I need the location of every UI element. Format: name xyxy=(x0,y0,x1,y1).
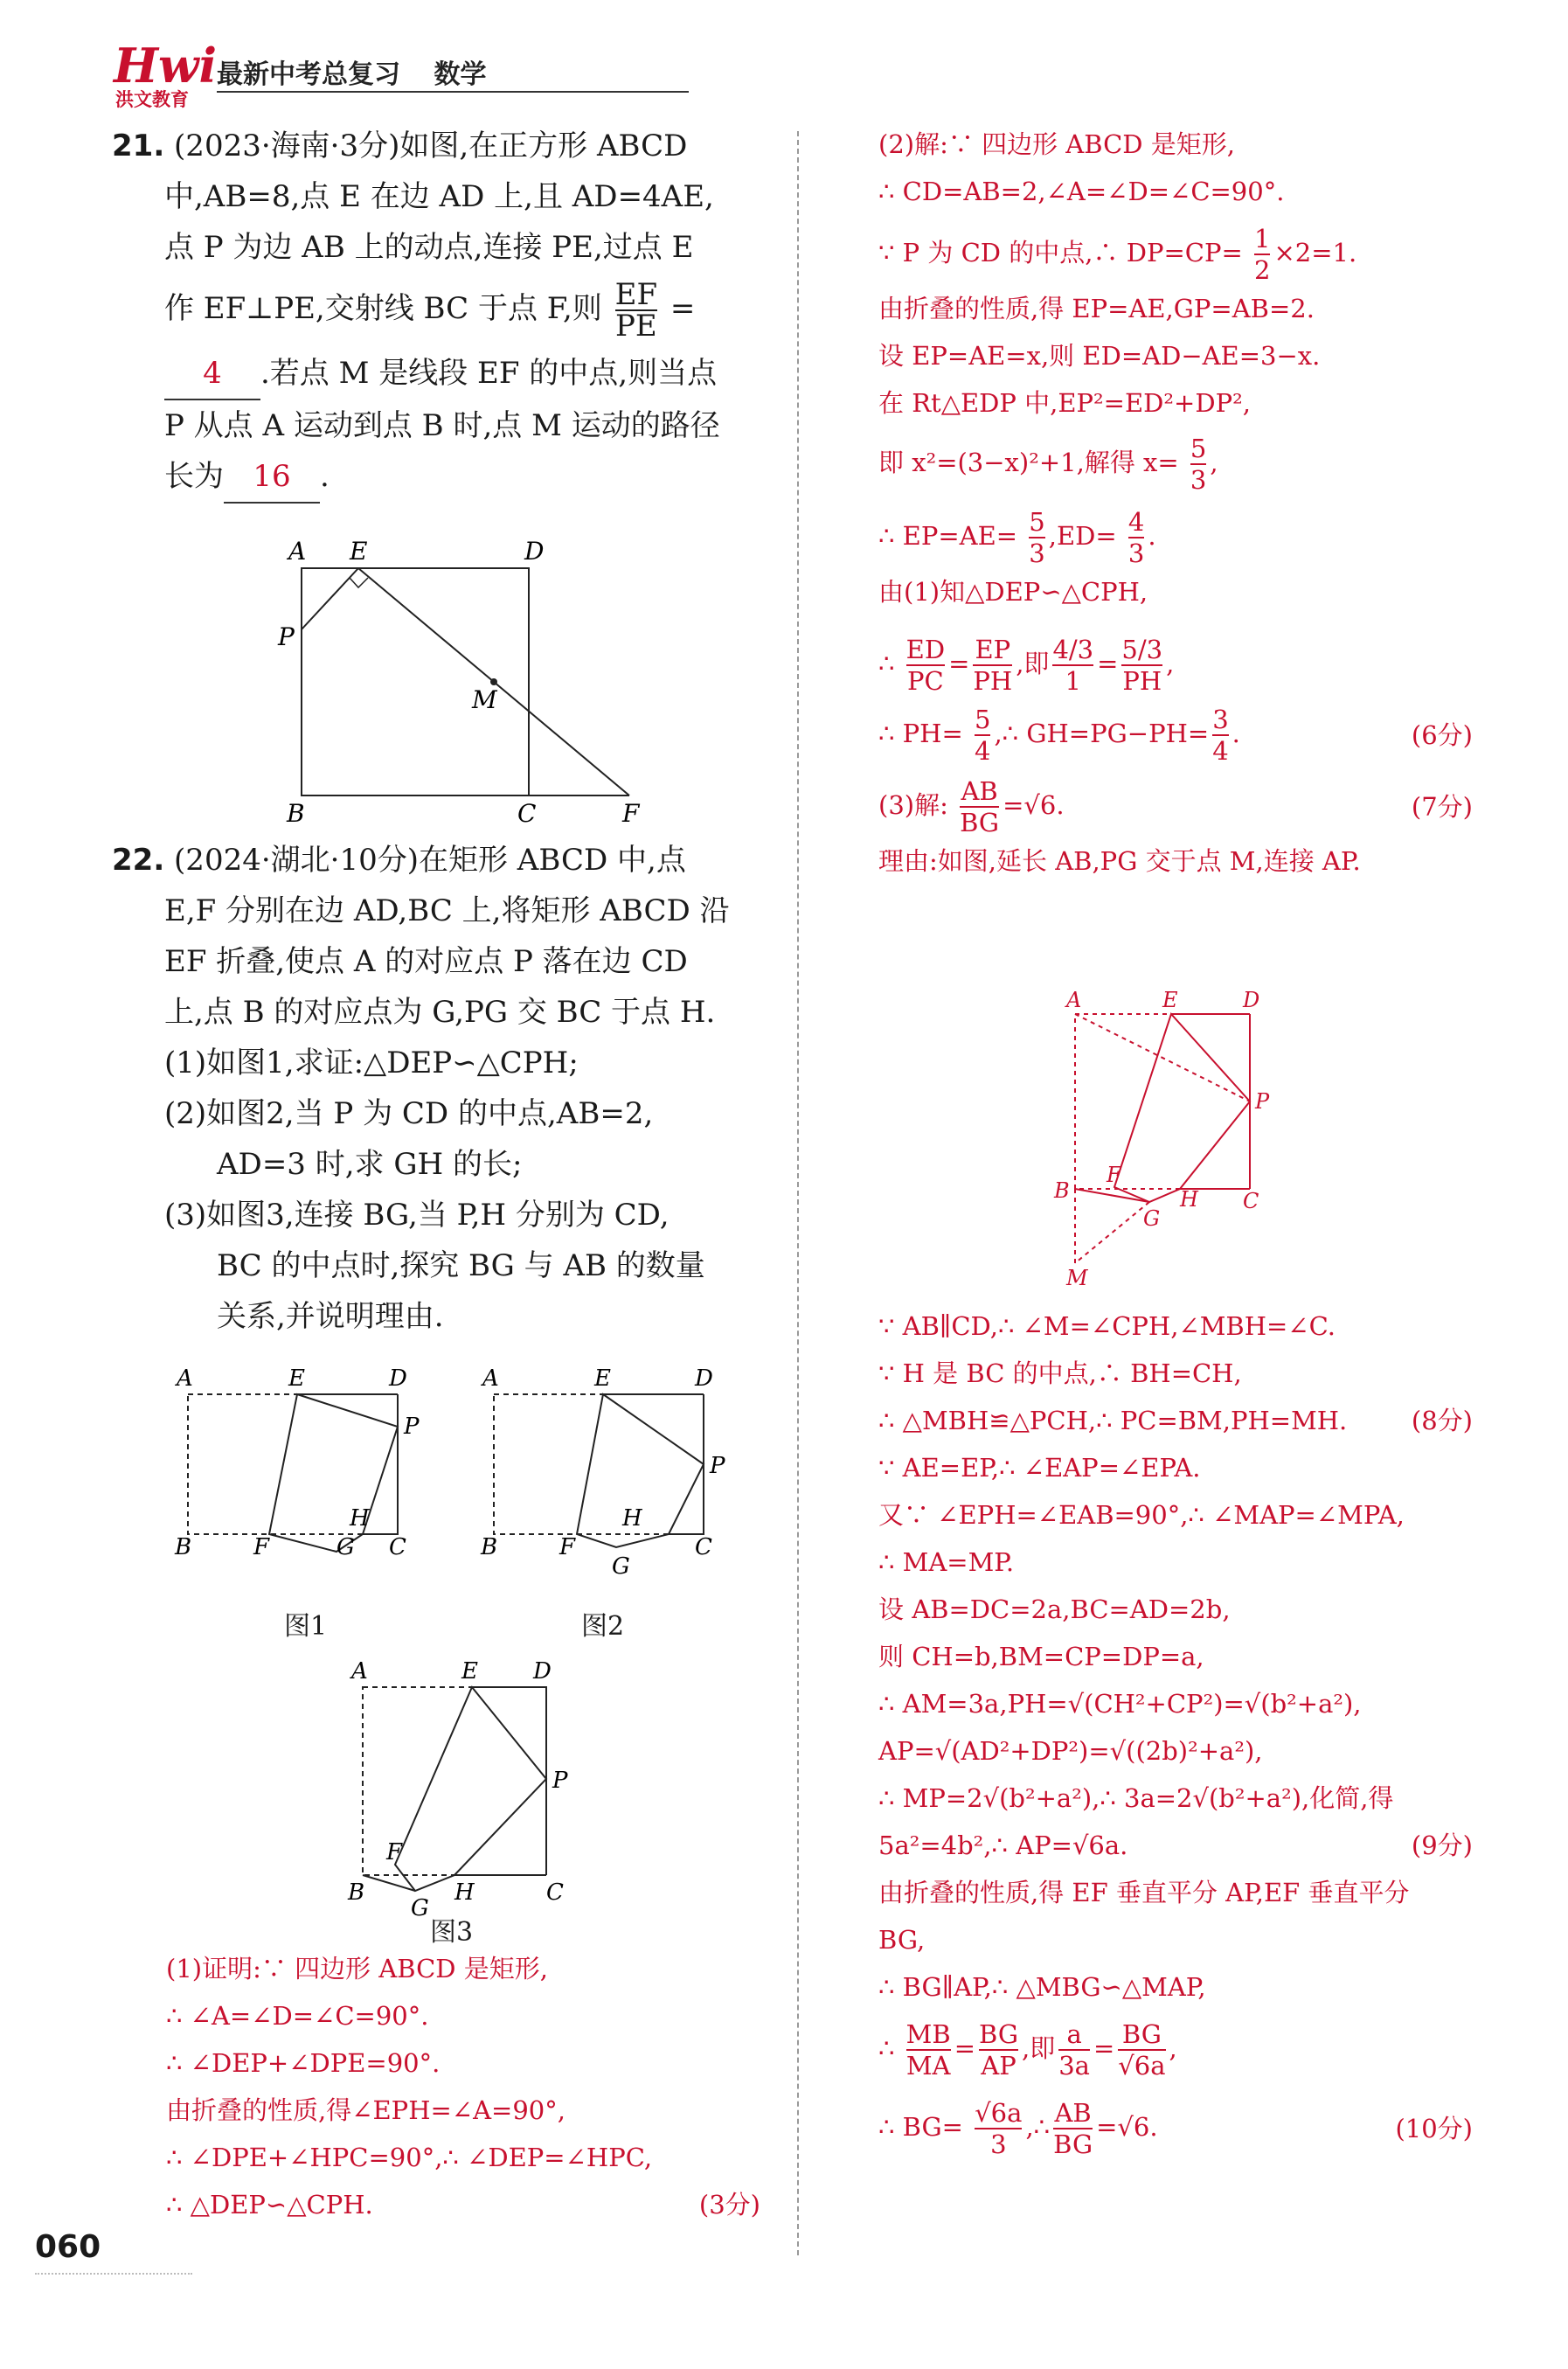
extension-gm xyxy=(1075,1202,1149,1263)
solution-text: ∴ EP=AE= xyxy=(878,521,1018,551)
solution-text: . xyxy=(1148,521,1156,551)
frac-den: 3 xyxy=(1190,465,1207,495)
solution-line: (2)解:∵ 四边形 ABCD 是矩形, xyxy=(878,129,1235,159)
label-b: B xyxy=(1054,1178,1070,1203)
label-c: C xyxy=(546,1879,564,1906)
fraction xyxy=(973,635,1012,696)
solution-figure xyxy=(1040,988,1302,1294)
fraction xyxy=(975,705,990,766)
solution-text: ∴ xyxy=(878,649,895,678)
label-e: E xyxy=(350,537,368,566)
label-b: B xyxy=(481,1534,498,1560)
question-text: 如图,在正方形 ABCD xyxy=(399,129,688,163)
frac-den: 3 xyxy=(1127,538,1145,568)
frac-den: √6a xyxy=(1118,2051,1166,2081)
frac-den: 3a xyxy=(1058,2051,1090,2081)
label-d: D xyxy=(1243,988,1260,1012)
question-source: (2023·海南·3分) xyxy=(174,129,400,163)
solution-text: ×2=1. xyxy=(1273,238,1357,267)
point-m xyxy=(490,678,497,685)
label-p: P xyxy=(404,1414,420,1440)
score-mark: (6分) xyxy=(1411,720,1473,750)
question-21 xyxy=(112,121,776,504)
segment-ap xyxy=(1075,1014,1250,1101)
segment-bg xyxy=(363,1875,415,1891)
solution-line: ∵ AE=EP,∴ ∠EAP=∠EPA. xyxy=(878,1453,1201,1483)
solution-part-3: ∵ AB∥CD,∴ ∠M=∠CPH,∠MBH=∠C. ∵ H 是 BC 的中点,∴ BH=CH, ∴ △MBH≌△PCH,∴ PC=BM,PH=MH. (8分) ∵ AE=EP,∴ ∠EAP=∠EPA. 又∵ ∠EPH=∠EAB=90°,∴ ∠MAP=∠MPA, ∴ MA=MP. 设 AB=DC=2a,BC=AD=2b, 则 CH=b,BM=CP=DP=a, ∴ AM=3a,PH=√(CH²+CP²)=√(b²+a²), AP=√(AD²+DP²)=√((2b)²+a²), ∴ MP=2√(b²+a²),∴ 3a=2√(b²+a²),化简,得 5a²=4b²,∴ AP=√6a. (9分) 由折叠的性质,得 EF 垂直平分 AP,EF 垂直平分 BG, ∴ BG∥AP,∴ △MBG∽△MAP, ∴ $\frac{MB}{MA}$ = $\frac{BG}{AP}$ ,即 $\frac{a}{3a}$ = $\frac{BG}{√6a}$ , ∴ BG= $\frac{√6a}{3}$ ,∴ $\frac{AB}{BG}$ =√6. (10分) xyxy=(878,1303,1473,2159)
fraction xyxy=(1118,2019,1165,2081)
frac-den: 1 xyxy=(1065,666,1081,696)
solution-line: 理由:如图,延长 AB,PG 交于点 M,连接 AP. xyxy=(878,846,1361,876)
publisher-logo: Hwi xyxy=(114,38,218,94)
solution-line: ∴ ∠A=∠D=∠C=90°. xyxy=(166,2001,429,2031)
label-a: A xyxy=(351,1658,368,1685)
equals-sign: = xyxy=(670,291,696,326)
question-source: (2024·湖北·10分) xyxy=(174,843,419,878)
answer-blank-2: 16 xyxy=(224,451,320,504)
page-header xyxy=(114,38,603,110)
frac-num: AB xyxy=(961,776,998,806)
solution-line: 又∵ ∠EPH=∠EAB=90°,∴ ∠MAP=∠MPA, xyxy=(878,1500,1405,1530)
q22-figure-1 xyxy=(166,1364,428,1560)
question-text: E,F 分别在边 AD,BC 上,将矩形 ABCD 沿 xyxy=(164,893,730,928)
label-a: A xyxy=(177,1365,193,1392)
frac-den: PH xyxy=(973,666,1013,696)
solution-line: 由(1)知△DEP∽△CPH, xyxy=(878,577,1148,607)
right-angle-mark xyxy=(350,578,368,587)
question-text: .若点 M 是线段 EF 的中点,则当点 xyxy=(260,356,718,391)
period: . xyxy=(320,459,330,494)
frac-den: PE xyxy=(615,309,657,344)
label-f: F xyxy=(253,1534,270,1560)
question-number: 22. xyxy=(112,843,165,878)
fraction xyxy=(1052,635,1093,696)
question-text: 在矩形 ABCD 中,点 xyxy=(418,843,686,878)
frac-num: 5 xyxy=(975,705,991,734)
score-mark: (10分) xyxy=(1395,2114,1473,2143)
score-mark: (7分) xyxy=(1411,792,1473,822)
label-c: C xyxy=(389,1534,406,1560)
solution-text: ∵ P 为 CD 的中点,∴ DP=CP= xyxy=(878,238,1243,267)
question-text-fraction-line xyxy=(112,277,776,344)
label-h: H xyxy=(350,1505,370,1532)
label-g: G xyxy=(612,1553,630,1580)
frac-num: BG xyxy=(979,2019,1019,2049)
frac-num: 5/3 xyxy=(1121,635,1163,664)
label-g: G xyxy=(411,1895,429,1921)
frac-num: 3 xyxy=(1212,705,1229,734)
label-a: A xyxy=(288,537,307,566)
solution-line: 设 EP=AE=x,则 ED=AD−AE=3−x. xyxy=(878,341,1321,371)
label-h: H xyxy=(1180,1187,1198,1212)
question-22 xyxy=(112,835,776,1342)
solution-text: , xyxy=(1210,448,1218,477)
solution-line: ∴ △DEP∽△CPH. xyxy=(166,2190,373,2220)
label-b: B xyxy=(175,1534,192,1560)
fraction-ef-pe xyxy=(614,277,658,344)
question-part-3: (3)如图3,连接 BG,当 P,H 分别为 CD, xyxy=(164,1198,670,1233)
q22-figure-3 xyxy=(332,1657,612,1919)
solution-text: 即 x²=(3−x)²+1,解得 x= xyxy=(878,448,1179,477)
fraction xyxy=(1121,635,1162,696)
page-number-rule xyxy=(35,2273,192,2275)
label-g: G xyxy=(1143,1206,1161,1231)
figure-1-caption: 图1 xyxy=(284,1611,328,1642)
label-c: C xyxy=(1243,1189,1259,1213)
segment-pe xyxy=(302,568,358,629)
fraction xyxy=(960,776,999,837)
label-f: F xyxy=(559,1534,576,1560)
solution-line: 由折叠的性质,得∠EPH=∠A=90°, xyxy=(166,2095,565,2125)
solution-text: ,即 xyxy=(1022,2033,1056,2063)
fraction xyxy=(906,2019,951,2081)
label-f: F xyxy=(622,799,640,828)
question-text: 作 EF⊥PE,交射线 BC 于点 F,则 xyxy=(164,291,602,326)
label-m: M xyxy=(1066,1266,1088,1290)
solution-line: 则 CH=b,BM=CP=DP=a, xyxy=(878,1642,1204,1671)
q22-figure-2 xyxy=(472,1364,734,1580)
label-f: F xyxy=(386,1839,403,1865)
frac-den: PC xyxy=(907,666,944,696)
fraction xyxy=(975,2098,1022,2159)
frac-num: BG xyxy=(1118,2019,1165,2051)
book-title xyxy=(217,52,486,91)
label-b: B xyxy=(287,799,305,828)
subject-title: 数学 xyxy=(434,59,487,90)
solution-right-column: (2)解:∵ 四边形 ABCD 是矩形, ∴ CD=AB=2,∠A=∠D=∠C=90°. ∵ P 为 CD 的中点,∴ DP=CP= $\frac{1}{2}$ ×2=1. 由折叠的性质,得 EP=AE,GP=AB=2. 设 EP=AE=x,则 ED=AD−AE=3−x. 在 Rt△EDP 中,EP²=ED²+DP², 即 x²=(3−x)²+1,解得 x= $\frac{5}{3}$ , ∴ EP=AE= $\frac{5}{3}$ ,ED= $\frac{4}{3}$ . 由(1)知△DEP∽△CPH, ∴ $\frac{ED}{PC}$ = $\frac{EP}{PH}$ ,即 $\frac{4/3}{1}$ = $\frac{5/3}{PH}$ , ∴ PH= $\frac{5}{4}$ ,∴ GH=PG−PH= $\frac{3}{4}$ . (6分) (3)解: $\frac{AB}{BG}$ =√6. (7分) 理由:如图,延长 AB,PG 交于点 M,连接 AP. xyxy=(878,121,1473,885)
q21-figure xyxy=(262,533,664,830)
label-p: P xyxy=(710,1453,725,1479)
label-e: E xyxy=(594,1365,611,1392)
solution-line: ∴ △MBH≌△PCH,∴ PC=BM,PH=MH. xyxy=(878,1406,1348,1435)
question-text: P 从点 A 运动到点 B 时,点 M 运动的路径 xyxy=(164,408,720,443)
label-b: B xyxy=(348,1879,365,1906)
question-text: 长为 xyxy=(164,459,224,494)
solution-text: = xyxy=(948,649,970,678)
question-text: EF 折叠,使点 A 的对应点 P 落在边 CD xyxy=(164,944,688,979)
frac-den: PH xyxy=(1122,666,1162,696)
column-divider xyxy=(797,131,799,2255)
series-title: 最新中考总复习 xyxy=(217,59,400,90)
label-h: H xyxy=(454,1879,475,1906)
segment-bg xyxy=(1075,1189,1149,1202)
frac-num: 4 xyxy=(1127,507,1145,537)
solution-text: ∴ PH= xyxy=(878,719,963,748)
score-mark: (9分) xyxy=(1411,1831,1473,1860)
solution-line: 5a²=4b²,∴ AP=√6a. xyxy=(878,1831,1128,1860)
question-part-2: AD=3 时,求 GH 的长; xyxy=(217,1147,523,1182)
fraction xyxy=(1254,224,1270,285)
frac-num: 1 xyxy=(1254,224,1271,254)
solution-text: ∴ BG= xyxy=(878,2112,963,2142)
frac-den: 3 xyxy=(990,2129,1007,2159)
label-f: F xyxy=(1107,1163,1121,1187)
label-d: D xyxy=(524,537,545,566)
label-c: C xyxy=(695,1534,712,1560)
solution-text: , xyxy=(1166,649,1175,678)
frac-den: 2 xyxy=(1254,255,1271,285)
solution-line: ∴ MP=2√(b²+a²),∴ 3a=2√(b²+a²),化简,得 xyxy=(878,1783,1394,1813)
frac-den: BG xyxy=(1053,2129,1093,2159)
label-a: A xyxy=(482,1365,499,1392)
solution-text: = xyxy=(954,2033,975,2063)
label-h: H xyxy=(622,1505,642,1532)
solution-text: ,∴ GH=PG−PH= xyxy=(994,719,1210,748)
solution-text: =√6. xyxy=(1003,790,1065,820)
frac-den: AP xyxy=(981,2051,1016,2081)
solution-line: ∴ AM=3a,PH=√(CH²+CP²)=√(b²+a²), xyxy=(878,1689,1362,1719)
frac-num: EP xyxy=(973,635,1012,666)
fraction xyxy=(1058,2019,1090,2081)
question-part-1: (1)如图1,求证:△DEP∽△CPH; xyxy=(164,1046,579,1080)
frac-den: 4 xyxy=(975,736,991,766)
answer-blank-1: 4 xyxy=(164,348,260,400)
fraction xyxy=(979,2019,1018,2081)
folded-quadrilateral xyxy=(395,1687,546,1891)
fraction xyxy=(1053,2098,1093,2159)
solution-line: ∵ AB∥CD,∴ ∠M=∠CPH,∠MBH=∠C. xyxy=(878,1311,1336,1341)
frac-num: 5 xyxy=(1190,434,1207,463)
fraction xyxy=(906,635,945,696)
label-a: A xyxy=(1066,988,1082,1012)
question-part-3: BC 的中点时,探究 BG 与 AB 的数量 xyxy=(217,1248,705,1283)
question-part-3: 关系,并说明理由. xyxy=(217,1299,444,1334)
label-e: E xyxy=(1162,988,1178,1012)
solution-line: ∵ H 是 BC 的中点,∴ BH=CH, xyxy=(878,1358,1242,1388)
label-g: G xyxy=(336,1534,355,1560)
frac-num: ED xyxy=(905,635,946,664)
solution-line: BG, xyxy=(878,1925,926,1955)
solution-text: (3)解: xyxy=(878,790,948,820)
label-p: P xyxy=(1255,1089,1270,1114)
label-c: C xyxy=(517,799,537,828)
solution-text: , xyxy=(1169,2033,1177,2063)
frac-num: 4/3 xyxy=(1052,635,1094,664)
solution-line: (1)证明:∵ 四边形 ABCD 是矩形, xyxy=(166,1954,548,1983)
label-p: P xyxy=(552,1768,568,1794)
question-part-2: (2)如图2,当 P 为 CD 的中点,AB=2, xyxy=(164,1096,654,1131)
score-mark: (3分) xyxy=(698,2190,760,2220)
page-number: 060 xyxy=(35,2229,101,2265)
label-d: D xyxy=(389,1365,407,1392)
frac-num: AB xyxy=(1054,2098,1092,2128)
fraction xyxy=(1128,507,1144,568)
solution-text: . xyxy=(1232,719,1240,748)
fraction xyxy=(1029,507,1044,568)
fraction xyxy=(1190,434,1206,495)
solution-part-1 xyxy=(166,1945,760,2228)
frac-den: MA xyxy=(905,2051,951,2081)
question-text: 上,点 B 的对应点为 G,PG 交 BC 于点 H. xyxy=(164,995,716,1030)
label-p: P xyxy=(278,622,295,651)
score-mark: (8分) xyxy=(1411,1406,1473,1435)
question-number: 21. xyxy=(112,129,165,163)
frac-num: MB xyxy=(905,2019,951,2049)
solution-text: =√6. xyxy=(1096,2112,1158,2142)
publisher-name: 洪文教育 xyxy=(115,89,189,110)
figure-3-caption: 图3 xyxy=(430,1917,474,1948)
solution-line: ∴ MA=MP. xyxy=(878,1547,1015,1577)
solution-line: ∴ ∠DPE+∠HPC=90°,∴ ∠DEP=∠HPC, xyxy=(166,2143,653,2172)
solution-line: 由折叠的性质,得 EF 垂直平分 AP,EF 垂直平分 xyxy=(878,1878,1410,1907)
frac-num: EF xyxy=(614,277,658,312)
folded-quadrilateral xyxy=(1114,1014,1250,1202)
frac-den: 3 xyxy=(1029,538,1045,568)
fraction xyxy=(1212,705,1228,766)
frac-num: √6a xyxy=(975,2098,1023,2128)
solution-line: AP=√(AD²+DP²)=√((2b)²+a²), xyxy=(878,1736,1263,1766)
label-e: E xyxy=(288,1365,305,1392)
question-text: 中,AB=8,点 E 在边 AD 上,且 AD=4AE, xyxy=(164,179,714,214)
solution-line: 设 AB=DC=2a,BC=AD=2b, xyxy=(878,1594,1231,1624)
label-d: D xyxy=(533,1658,552,1685)
question-text: 点 P 为边 AB 上的动点,连接 PE,过点 E xyxy=(164,230,694,265)
solution-line: ∴ BG∥AP,∴ △MBG∽△MAP, xyxy=(878,1972,1206,2002)
figure-2-caption: 图2 xyxy=(581,1611,625,1642)
solution-text: ,∴ xyxy=(1025,2112,1051,2142)
solution-line: 在 Rt△EDP 中,EP²=ED²+DP², xyxy=(878,388,1251,418)
frac-num: 5 xyxy=(1029,507,1045,537)
folded-quadrilateral xyxy=(269,1394,398,1552)
label-e: E xyxy=(461,1658,478,1685)
solution-text: ,ED= xyxy=(1048,521,1117,551)
solution-line: ∴ CD=AB=2,∠A=∠D=∠C=90°. xyxy=(878,177,1285,206)
solution-text: ∴ xyxy=(878,2033,895,2063)
solution-line: 由折叠的性质,得 EP=AE,GP=AB=2. xyxy=(878,294,1315,323)
label-m: M xyxy=(472,685,497,714)
label-d: D xyxy=(695,1365,713,1392)
frac-num: a xyxy=(1058,2019,1090,2051)
header-rule xyxy=(217,91,689,93)
solution-text: ,即 xyxy=(1016,649,1050,678)
frac-den: 4 xyxy=(1212,736,1229,766)
solution-line: ∴ ∠DEP+∠DPE=90°. xyxy=(166,2048,441,2078)
frac-den: BG xyxy=(960,808,1000,837)
